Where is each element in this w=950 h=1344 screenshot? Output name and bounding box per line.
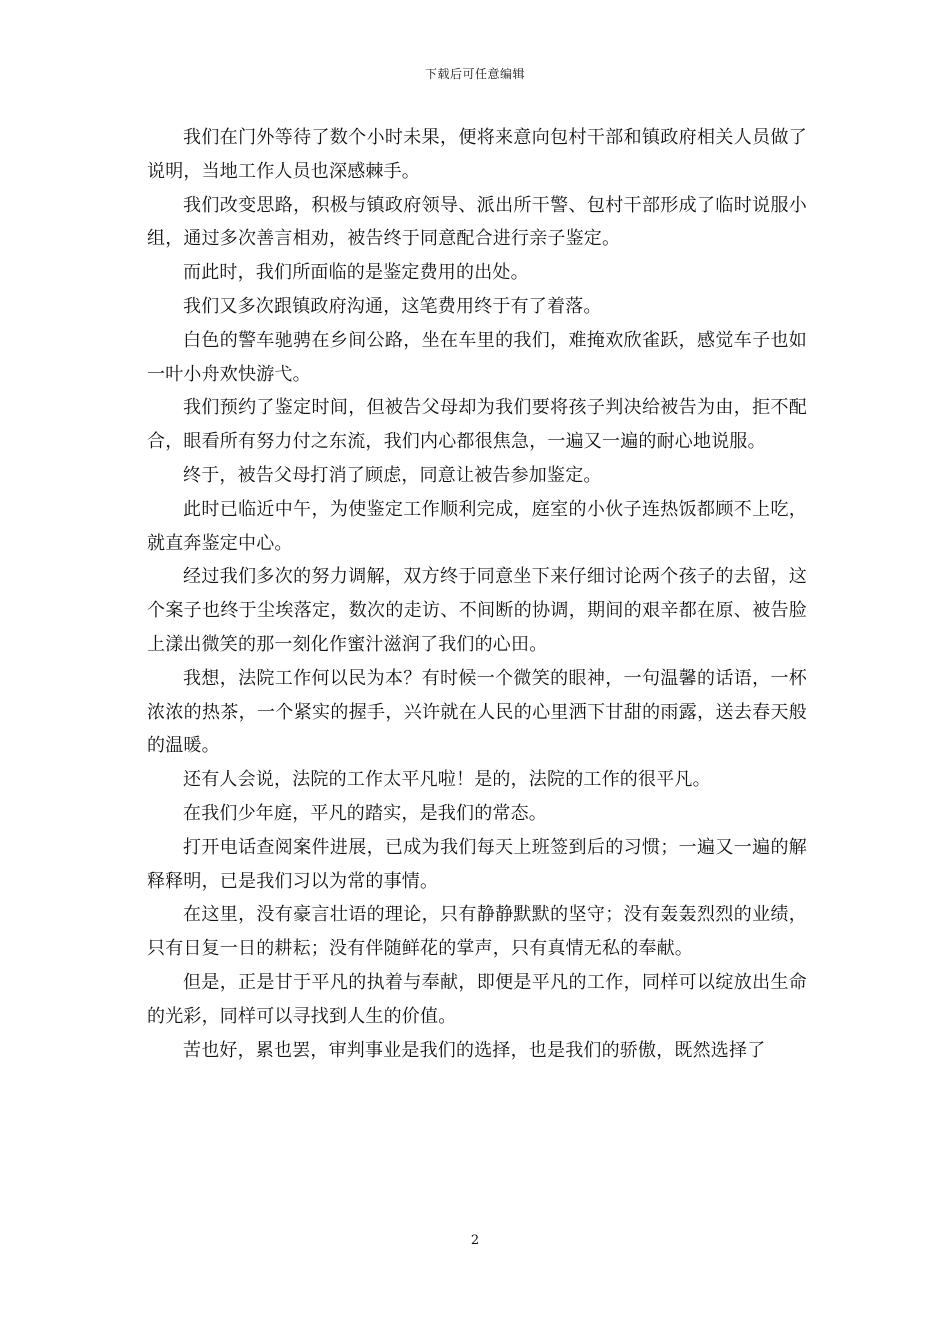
paragraph: 我们又多次跟镇政府沟通，这笔费用终于有了着落。 <box>183 295 602 317</box>
paragraph: 在这里，没有豪言壮语的理论，只有静静默默的坚守；没有轰轰烈烈的业绩，只有日复一日的耕耘；没有伴随鲜花的掌声，只有真情无私的奉献。 <box>147 904 807 960</box>
paragraph: 打开电话查阅案件进展，已成为我们每天上班签到后的习惯；一遍又一遍的解释释明，已是我们习以为常的事情。 <box>147 836 807 892</box>
paragraph: 我想，法院工作何以民为本？有时候一个微笑的眼神，一句温馨的话语，一杯浓浓的热茶，一个紧实的握手，兴许就在人民的心里洒下甘甜的雨露，送去春天般的温暖。 <box>147 667 807 757</box>
paragraph: 但是，正是甘于平凡的执着与奉献，即便是平凡的工作，同样可以绽放出生命的光彩，同样可以寻找到人生的价值。 <box>147 971 807 1027</box>
document-body <box>147 121 807 1067</box>
paragraph: 而此时，我们所面临的是鉴定费用的出处。 <box>183 262 529 284</box>
paragraph: 终于，被告父母打消了顾虑，同意让被告参加鉴定。 <box>183 464 602 486</box>
paragraph: 苦也好，累也罢，审判事业是我们的选择，也是我们的骄傲，既然选择了 <box>183 1039 766 1061</box>
paragraph: 我们在门外等待了数个小时未果，便将来意向包村干部和镇政府相关人员做了说明，当地工作人员也深感棘手。 <box>147 127 807 182</box>
paragraph: 我们改变思路，积极与镇政府领导、派出所干警、包村干部形成了临时说服小组，通过多次善言相劝，被告终于同意配合进行亲子鉴定。 <box>147 194 807 250</box>
paragraph: 经过我们多次的努力调解，双方终于同意坐下来仔细讨论两个孩子的去留，这个案子也终于尘埃落定，数次的走访、不间断的协调，期间的艰辛都在原、被告脸上漾出微笑的那一刻化作蜜汁滋润了我们的心田。 <box>147 566 807 655</box>
paragraph: 白色的警车驰骋在乡间公路，坐在车里的我们，难掩欢欣雀跃，感觉车子也如一叶小舟欢快游弋。 <box>147 329 807 385</box>
paragraph: 在我们少年庭，平凡的踏实，是我们的常态。 <box>183 802 547 824</box>
page-number: 2 <box>470 1233 480 1248</box>
paragraph: 此时已临近中午，为使鉴定工作顺利完成，庭室的小伙子连热饭都顾不上吃，就直奔鉴定中心。 <box>147 498 807 554</box>
paragraph: 我们预约了鉴定时间，但被告父母却为我们要将孩子判决给被告为由，拒不配合，眼看所有努力付之东流，我们内心都很焦急，一遍又一遍的耐心地说服。 <box>147 397 807 453</box>
paragraph: 还有人会说，法院的工作太平凡啦！是的，法院的工作的很平凡。 <box>183 769 711 791</box>
page-header: 下载后可任意编辑 <box>424 67 525 81</box>
